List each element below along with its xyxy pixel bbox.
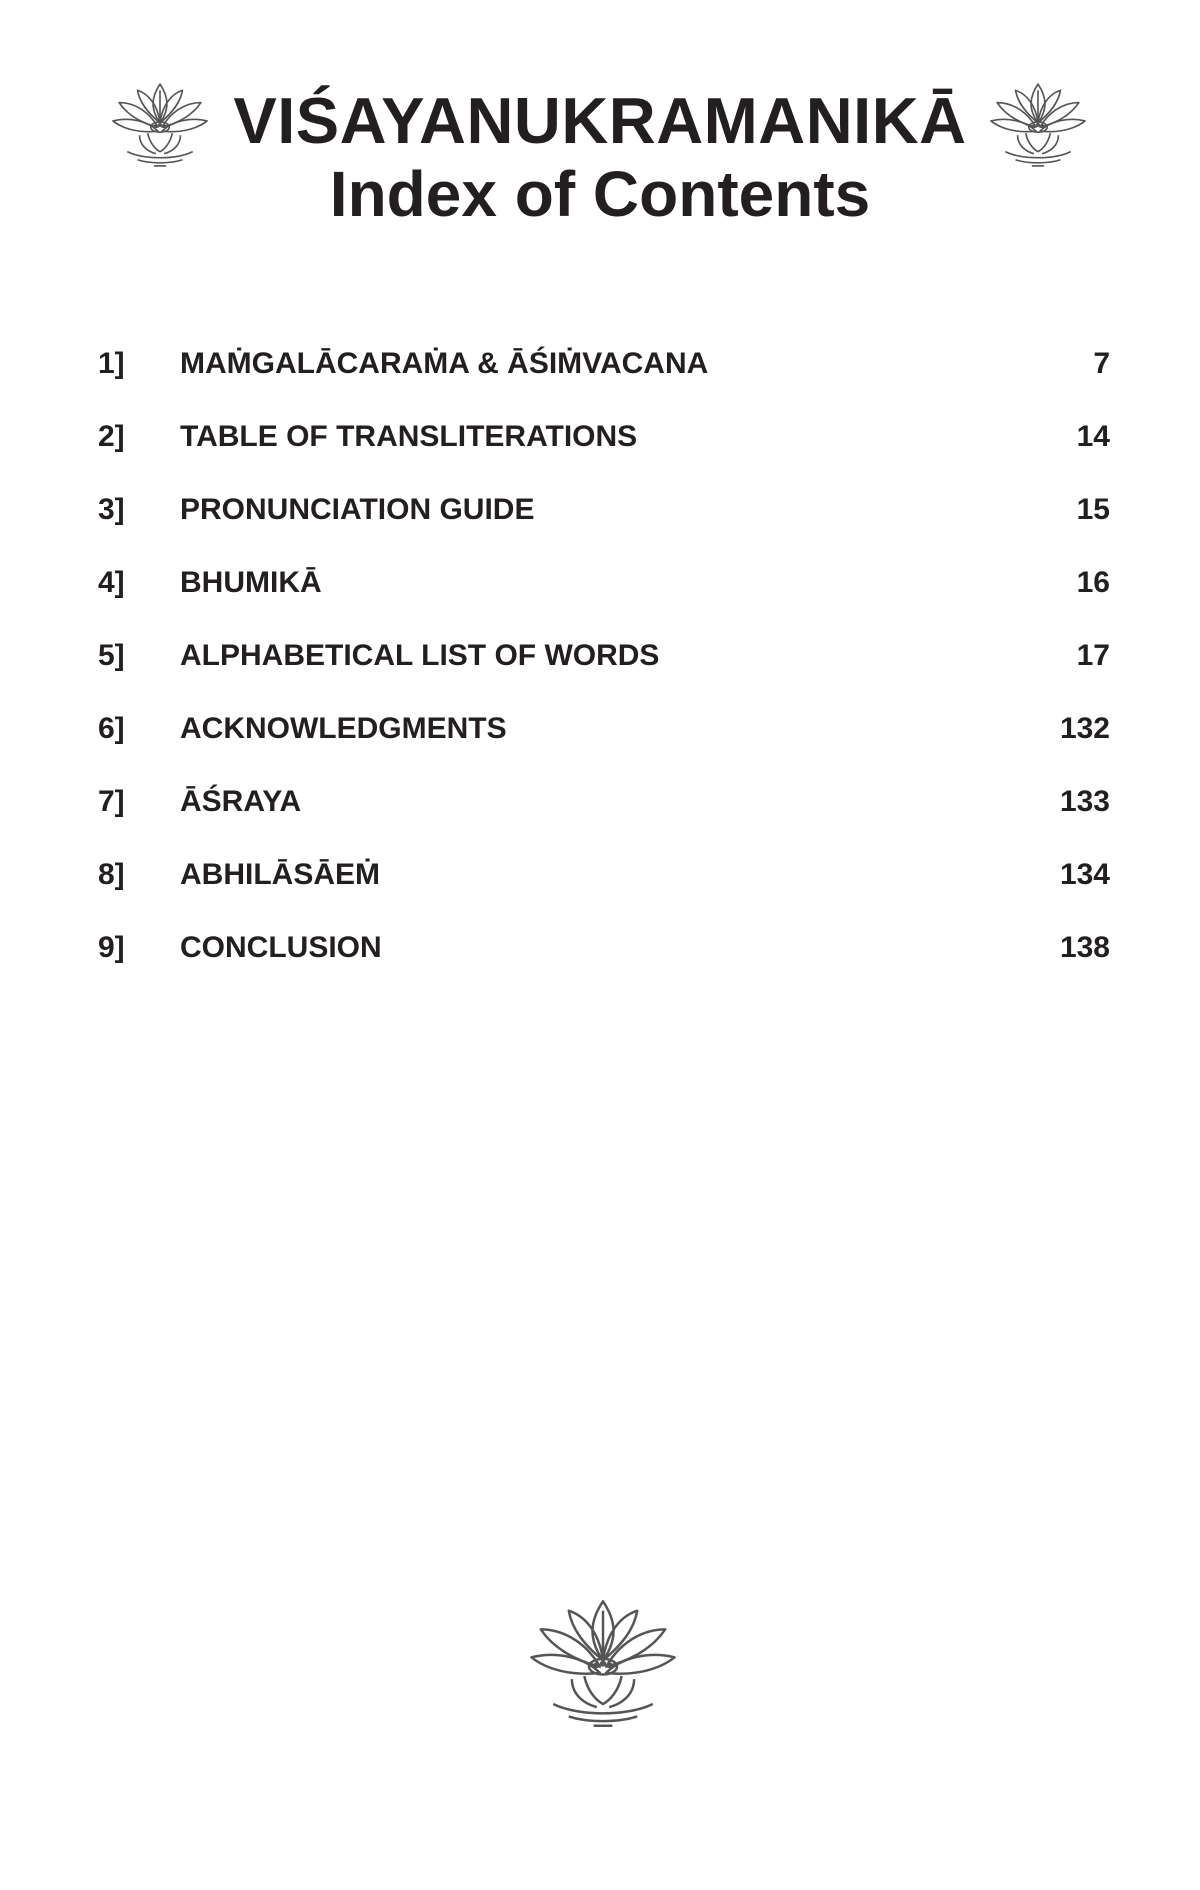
toc-entry-number: 5] bbox=[98, 639, 125, 672]
toc-entry-title: TABLE OF TRANSLITERATIONS bbox=[180, 420, 638, 453]
toc-entry-number: 1] bbox=[98, 347, 125, 380]
toc-entry-title: MAṀGALĀCARAṀA & ĀŚIṀVACANA bbox=[180, 347, 709, 380]
toc-entry-title: ALPHABETICAL LIST OF WORDS bbox=[180, 639, 660, 672]
page-subtitle: Index of Contents bbox=[329, 158, 871, 230]
toc-entry bbox=[98, 920, 1110, 993]
toc-entry bbox=[98, 336, 1110, 409]
toc-entry-title: BHUMIKĀ bbox=[180, 566, 322, 599]
toc-entry-page: 7 bbox=[1093, 347, 1110, 380]
page-header bbox=[0, 0, 1200, 240]
toc-entry-page: 132 bbox=[1059, 712, 1110, 745]
toc-entry-page: 138 bbox=[1059, 931, 1110, 964]
toc-entry-number: 3] bbox=[98, 493, 125, 526]
toc-entry bbox=[98, 482, 1110, 555]
toc-entry bbox=[98, 409, 1110, 482]
toc-entry-number: 6] bbox=[98, 712, 125, 745]
toc-entry-page: 134 bbox=[1059, 858, 1110, 891]
toc-entry-title: ĀŚRAYA bbox=[180, 785, 302, 818]
toc-entry bbox=[98, 628, 1110, 701]
toc-entry-page: 14 bbox=[1076, 420, 1110, 453]
toc-entry-number: 2] bbox=[98, 420, 125, 453]
toc-entry-title: PRONUNCIATION GUIDE bbox=[180, 493, 535, 526]
toc-entry-number: 8] bbox=[98, 858, 125, 891]
toc-entry-number: 7] bbox=[98, 785, 125, 818]
table-of-contents bbox=[98, 336, 1110, 993]
toc-entry bbox=[98, 847, 1110, 920]
toc-entry-number: 4] bbox=[98, 566, 125, 599]
toc-entry-title: ABHILĀSĀEṀ bbox=[180, 858, 380, 891]
page-title: VIŚAYANUKRAMANIKĀ bbox=[233, 84, 967, 157]
toc-entry-page: 17 bbox=[1076, 639, 1110, 672]
toc-entry-page: 16 bbox=[1076, 566, 1110, 599]
toc-entry bbox=[98, 774, 1110, 847]
toc-entry-page: 133 bbox=[1059, 785, 1110, 818]
toc-entry bbox=[98, 555, 1110, 628]
toc-entry-title: CONCLUSION bbox=[180, 931, 382, 964]
lotus-icon bbox=[522, 1592, 684, 1732]
toc-entry-title: ACKNOWLEDGMENTS bbox=[180, 712, 507, 745]
toc-entry-number: 9] bbox=[98, 931, 125, 964]
toc-entry bbox=[98, 701, 1110, 774]
toc-entry-page: 15 bbox=[1076, 493, 1110, 526]
